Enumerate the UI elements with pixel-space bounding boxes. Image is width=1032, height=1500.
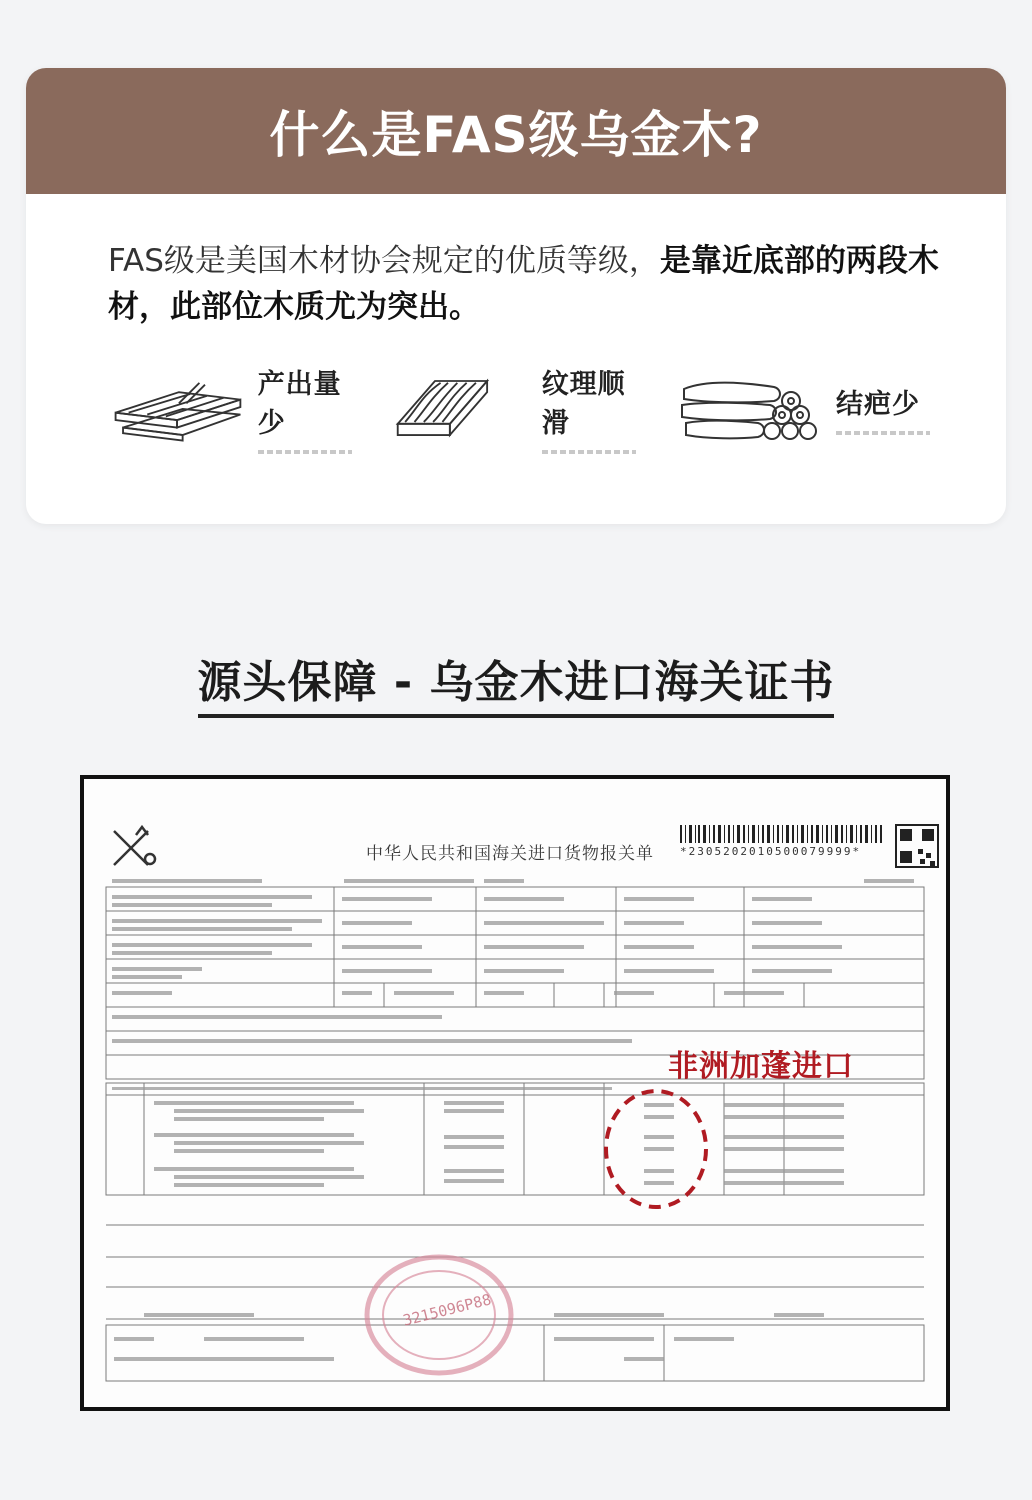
lumber-planks-icon: [110, 373, 250, 443]
fas-info-card: [26, 68, 1006, 524]
feature-label: 纹理顺滑: [541, 369, 626, 439]
feature-label: 结疤少: [836, 388, 920, 420]
feature-label: 产出量少: [257, 369, 342, 439]
wood-grain-board-icon: [394, 373, 534, 443]
card-description: [108, 238, 958, 330]
feature-subline: [258, 450, 352, 454]
feature-subline: [542, 450, 636, 454]
qr-code-icon: [896, 825, 938, 867]
feature-low-output: [110, 368, 362, 448]
card-header: [26, 68, 1006, 194]
stamp-text: 3215096P88: [401, 1290, 494, 1330]
feature-subline: [836, 431, 930, 435]
section-title-text: 源头保障 - 乌金木进口海关证书: [198, 657, 835, 718]
feature-few-knots: [678, 368, 930, 448]
card-desc-bold: 是靠近底部的两段木材，此部位木质尤为突出。: [108, 243, 939, 325]
customs-emblem-icon: [114, 827, 155, 865]
card-desc-normal: FAS级是美国木材协会规定的优质等级，: [108, 243, 660, 279]
document-heading: 中华人民共和国海关进口货物报关单: [366, 844, 654, 864]
customs-declaration-image: [80, 775, 950, 1411]
customs-form-drawing: [84, 779, 946, 1407]
barcode-icon: [680, 825, 882, 843]
card-title: 什么是FAS级乌金木?: [269, 106, 763, 164]
barcode-number: *2305202010500079999*: [680, 845, 862, 858]
feature-smooth-grain: [394, 368, 646, 448]
origin-annotation: 非洲加蓬进口: [668, 1049, 854, 1084]
feature-row: [110, 368, 930, 448]
section-title: [0, 646, 1032, 710]
log-pile-icon: [678, 373, 828, 443]
